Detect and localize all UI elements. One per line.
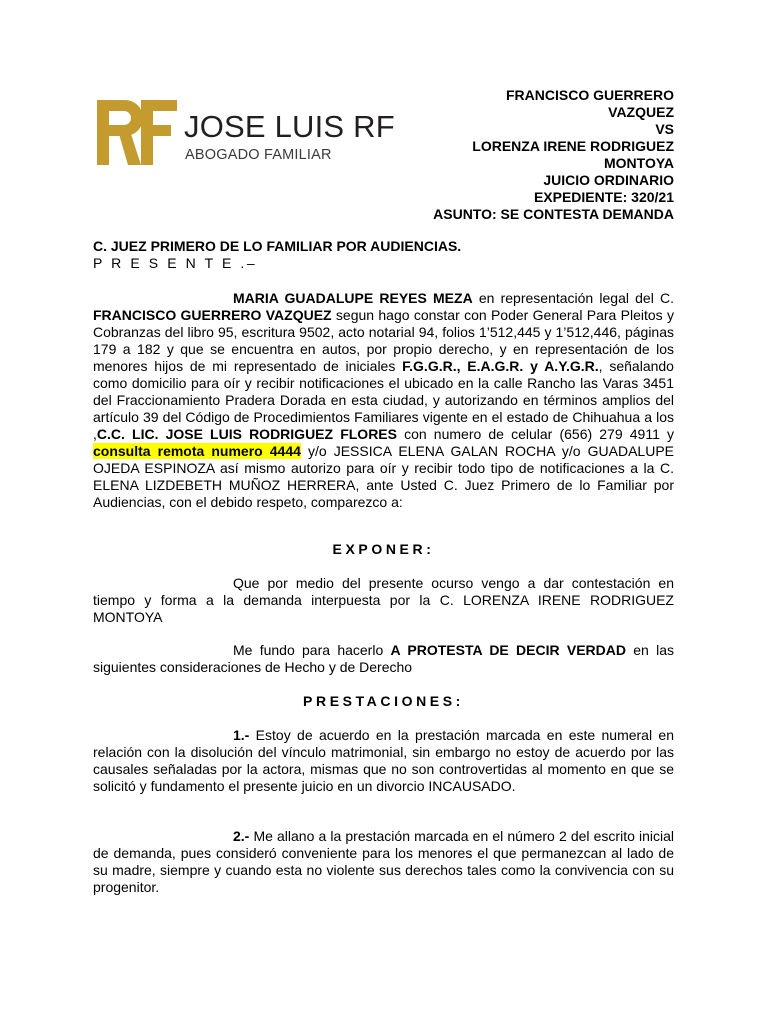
prestacion-number: 2.- — [233, 828, 250, 844]
presente-line: P R E S E N T E .– — [93, 255, 258, 271]
minor-initials: F.G.G.R., E.A.G.R. y A.Y.G.R. — [402, 358, 599, 374]
fundamento-text: Me fundo para hacerlo — [233, 642, 391, 658]
authorized-lawyer: C.C. LIC. JOSE LUIS RODRIGUEZ FLORES — [96, 426, 397, 442]
logo-name: JOSE LUIS RF — [184, 109, 395, 144]
logo-subtitle: ABOGADO FAMILIAR — [185, 147, 332, 163]
judge-addressee: C. JUEZ PRIMERO DE LO FAMILIAR POR AUDIENCIAS. — [93, 238, 462, 254]
client-name: FRANCISCO GUERRERO VAZQUEZ — [93, 307, 332, 323]
representative-name: MARIA GUADALUPE REYES MEZA — [233, 290, 473, 306]
prestacion-item — [93, 727, 674, 795]
contestacion-paragraph: Que por medio del presente ocurso vengo a dar contestación en tiempo y forma a la demanda interpuesta por la C. LORENZA IRENE RODRIGUEZ MONTOYA — [93, 575, 674, 625]
case-header-line: MONTOYA — [603, 155, 674, 171]
fundamento-text: en las siguientes consideraciones de Hecho y de Derecho — [93, 642, 674, 675]
case-header-line: VS — [655, 121, 674, 137]
fundamento-paragraph — [93, 642, 674, 676]
intro-paragraph — [93, 290, 674, 511]
prestacion-text: Me allano a la prestación marcada en el número 2 del escrito inicial de demanda, pues consideró conveniente para los menores el que permanezcan al lado de su madre, siempre y cuando esta no violente sus derechos tales como la convivencia con su progenitor. — [93, 828, 674, 895]
rf-logo-mark-icon — [97, 100, 177, 165]
intro-text: y/o JESSICA ELENA GALAN ROCHA y/o GUADALUPE OJEDA ESPINOZA así mismo autorizo para oír y recibir todo tipo de notificaciones a la C. ELENA LIZDEBETH MUÑOZ HERRERA, ante Usted C. Juez Primero de lo Familiar por Audiencias, con el debido respeto, comparezco a: — [93, 443, 674, 510]
case-header-line: EXPEDIENTE: 320/21 — [533, 189, 674, 205]
highlighted-remote-consult: consulta remota numero 4444 — [93, 443, 301, 459]
case-header-line: LORENZA IRENE RODRIGUEZ — [472, 138, 674, 154]
intro-text: segun hago constar con Poder General Para Pleitos y Cobranzas del libro 95, escritura 9502, acto notarial 94, folios 1’512,445 y 1’512,446, páginas 179 a 182 y que se encuentra en autos, por propio derecho, y en representación de los menores hijos de mi representado de iniciales — [93, 307, 674, 374]
prestacion-text: Estoy de acuerdo en la prestación marcada en este numeral en relación con la disolución del vínculo matrimonial, sin embargo no estoy de acuerdo por las causales señaladas por la actora, mismas que no son controvertidas al momento en que se solicitó y fundamento el presente juicio en un divorcio INCAUSADO. — [93, 727, 674, 794]
intro-text: , señalando como domicilio para oír y recibir notificaciones el ubicado en la calle Rancho las Varas 3451 del Fraccionamiento Pradera Dorada en esta ciudad, y autorizando en términos amplios del artículo 39 del Código de Procedimientos Familiares vigente en el estado de Chihuahua a los , — [93, 358, 674, 442]
prestaciones-heading: PRESTACIONES: — [303, 693, 464, 709]
case-header — [334, 87, 674, 223]
prestacion-item — [93, 828, 674, 896]
addressee-block — [93, 238, 674, 272]
intro-text: con numero de celular (656) 279 4911 y — [396, 426, 674, 442]
case-header-line: JUICIO ORDINARIO — [543, 172, 674, 188]
case-header-line: VAZQUEZ — [608, 104, 674, 120]
case-header-line: ASUNTO: SE CONTESTA DEMANDA — [433, 206, 674, 222]
protesta-bold: A PROTESTA DE DECIR VERDAD — [390, 642, 626, 658]
exponer-heading: EXPONER: — [332, 541, 435, 557]
case-header-line: FRANCISCO GUERRERO — [505, 87, 674, 103]
intro-text: en representación legal del C. — [472, 290, 674, 306]
prestacion-number: 1.- — [233, 727, 250, 743]
